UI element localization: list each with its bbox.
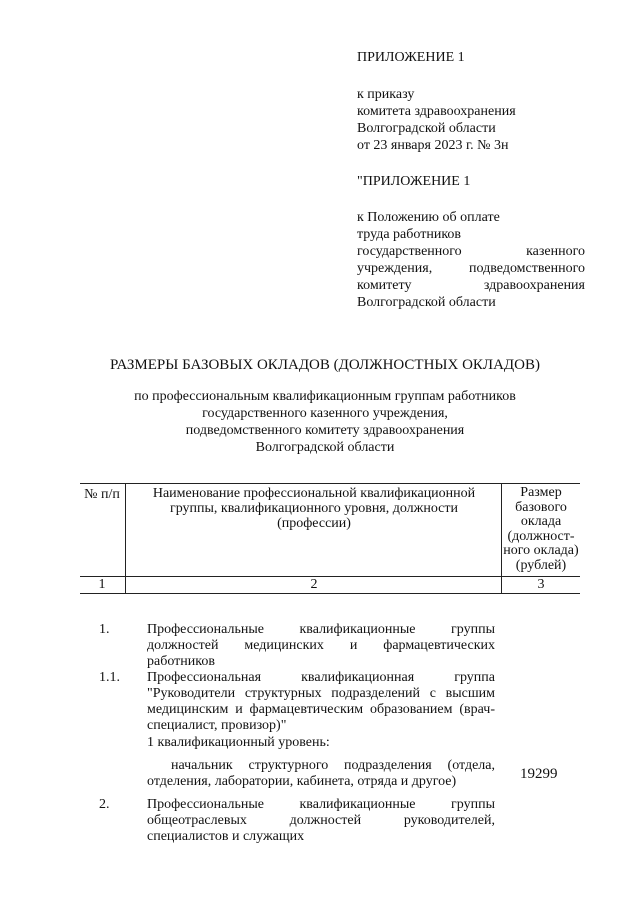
row-number: 1. bbox=[99, 622, 110, 637]
row-text: Профессиональная квалификационная группа "Руководители структурных подразделений с высшим медицинским и фармацевтическим образованием (врач-специалист, провизор)" bbox=[147, 670, 495, 733]
col-number-2: 2 bbox=[310, 577, 318, 592]
regulation-line: государственного казенного bbox=[357, 244, 585, 259]
appendix-title-quoted: "ПРИЛОЖЕНИЕ 1 bbox=[357, 174, 471, 189]
header-num-text: № п/п bbox=[84, 487, 120, 502]
regulation-line: труда работников bbox=[357, 227, 462, 242]
row-text: Профессиональные квалификационные группы должностей медицинских и фармацевтических работников bbox=[147, 622, 495, 669]
subtitle-line: по профессиональным квалификационным группам работников bbox=[134, 389, 516, 404]
appendix-title: ПРИЛОЖЕНИЕ 1 bbox=[357, 50, 465, 65]
order-line: комитета здравоохранения bbox=[357, 104, 516, 119]
order-line: к приказу bbox=[357, 87, 415, 102]
row-number: 2. bbox=[99, 797, 110, 812]
subtitle-line: государственного казенного учреждения, bbox=[202, 406, 448, 421]
subtitle-line: подведомственного комитету здравоохранения bbox=[185, 423, 465, 438]
order-line: Волгоградской области bbox=[357, 121, 496, 136]
header-name: Наименование профессиональной квалификационной группы, квалификационного уровня, должности (профессии) bbox=[152, 486, 476, 531]
regulation-line: к Положению об оплате bbox=[357, 210, 500, 225]
regulation-line: учреждения, подведомственного bbox=[357, 261, 585, 276]
row-text: начальник структурного подразделения (отдела, отделения, лаборатории, кабинета, отряда и другое) bbox=[147, 758, 495, 789]
row-value: 19299 bbox=[520, 766, 558, 782]
subtitle-line: Волгоградской области bbox=[255, 440, 395, 455]
col-number-1: 1 bbox=[98, 577, 106, 592]
row-number: 1.1. bbox=[99, 670, 120, 685]
regulation-line: Волгоградской области bbox=[357, 295, 496, 310]
col-number-3: 3 bbox=[537, 577, 545, 592]
row-text: 1 квалификационный уровень: bbox=[147, 735, 330, 750]
header-size: Размер базового оклада (должност- ного оклада) (рублей) bbox=[503, 485, 579, 573]
row-text: Профессиональные квалификационные группы общеотраслевых должностей руководителей, специалистов и служащих bbox=[147, 797, 495, 844]
regulation-line: комитету здравоохранения bbox=[357, 278, 585, 293]
order-line: от 23 января 2023 г. № 3н bbox=[357, 138, 509, 153]
document-title: РАЗМЕРЫ БАЗОВЫХ ОКЛАДОВ (ДОЛЖНОСТНЫХ ОКЛАДОВ) bbox=[110, 357, 540, 373]
header-num bbox=[82, 486, 122, 503]
